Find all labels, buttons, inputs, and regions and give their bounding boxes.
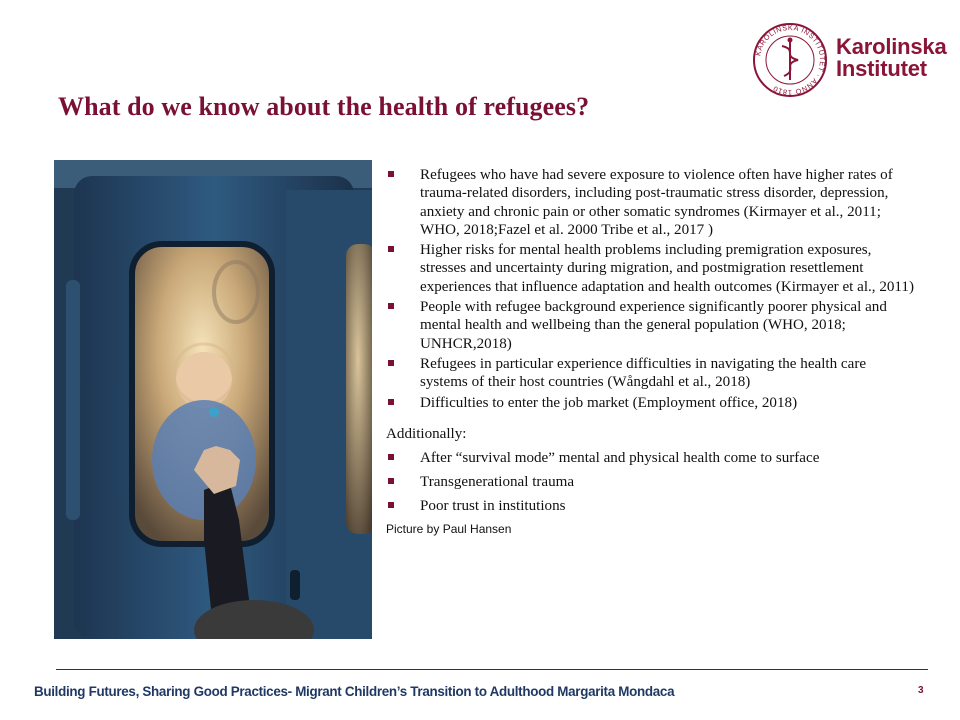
footer-text: Building Futures, Sharing Good Practices- Migrant Children’s Transition to Adulthood Margarita Mondaca [34,684,675,699]
list-item: Difficulties to enter the job market (Employment office, 2018) [386,394,916,412]
svg-text:KAROLINSKA INSTITUTET · ANNO 1: KAROLINSKA INSTITUTET · ANNO 1810 [753,22,828,98]
main-bullet-list [386,166,916,412]
list-item: People with refugee background experience significantly poorer physical and mental health and wellbeing than the general population (WHO, 2018; UNHCR,2018) [386,298,916,353]
slide-title: What do we know about the health of refugees? [58,92,590,121]
list-item: Refugees who have had severe exposure to violence often have higher rates of trauma-related disorders, including post-traumatic stress disorder, depression, anxiety and chronic pain or other somatic syndromes (Kirmayer et al., 2011; WHO, 2018;Fazel et al. 2000 Tribe et al., 2017 ) [386,166,916,239]
bullet-square-icon [388,478,394,484]
bullet-square-icon [388,360,394,366]
logo-wordmark [836,36,947,80]
karolinska-seal-icon [752,22,828,98]
page-number: 3 [918,685,924,696]
bullet-content [386,166,916,536]
bullet-square-icon [388,454,394,460]
bullet-square-icon [388,171,394,177]
list-item: Transgenerational trauma [386,473,916,491]
bullet-square-icon [388,246,394,252]
list-item: Poor trust in institutions [386,497,916,515]
additionally-heading: Additionally: [386,425,467,442]
refugee-train-photo [54,160,372,639]
list-item: Higher risks for mental health problems including premigration exposures, stresses and uncertainty during migration, and postmigration resettlement experiences that influence adaptation and health outcomes (Kirmayer et al., 2011) [386,241,916,296]
bullet-square-icon [388,303,394,309]
logo-name-line2: Institutet [836,56,927,81]
bullet-square-icon [388,502,394,508]
list-item: After “survival mode” mental and physical health come to surface [386,449,916,467]
bullet-square-icon [388,399,394,405]
photo-caption: Picture by Paul Hansen [386,521,512,536]
karolinska-logo [752,22,947,98]
list-item: Refugees in particular experience difficulties in navigating the health care systems of their host countries (Wångdahl et al., 2018) [386,355,916,392]
logo-name-line1: Karolinska [836,34,947,59]
additional-bullet-list [386,449,916,516]
footer-divider [56,669,928,670]
